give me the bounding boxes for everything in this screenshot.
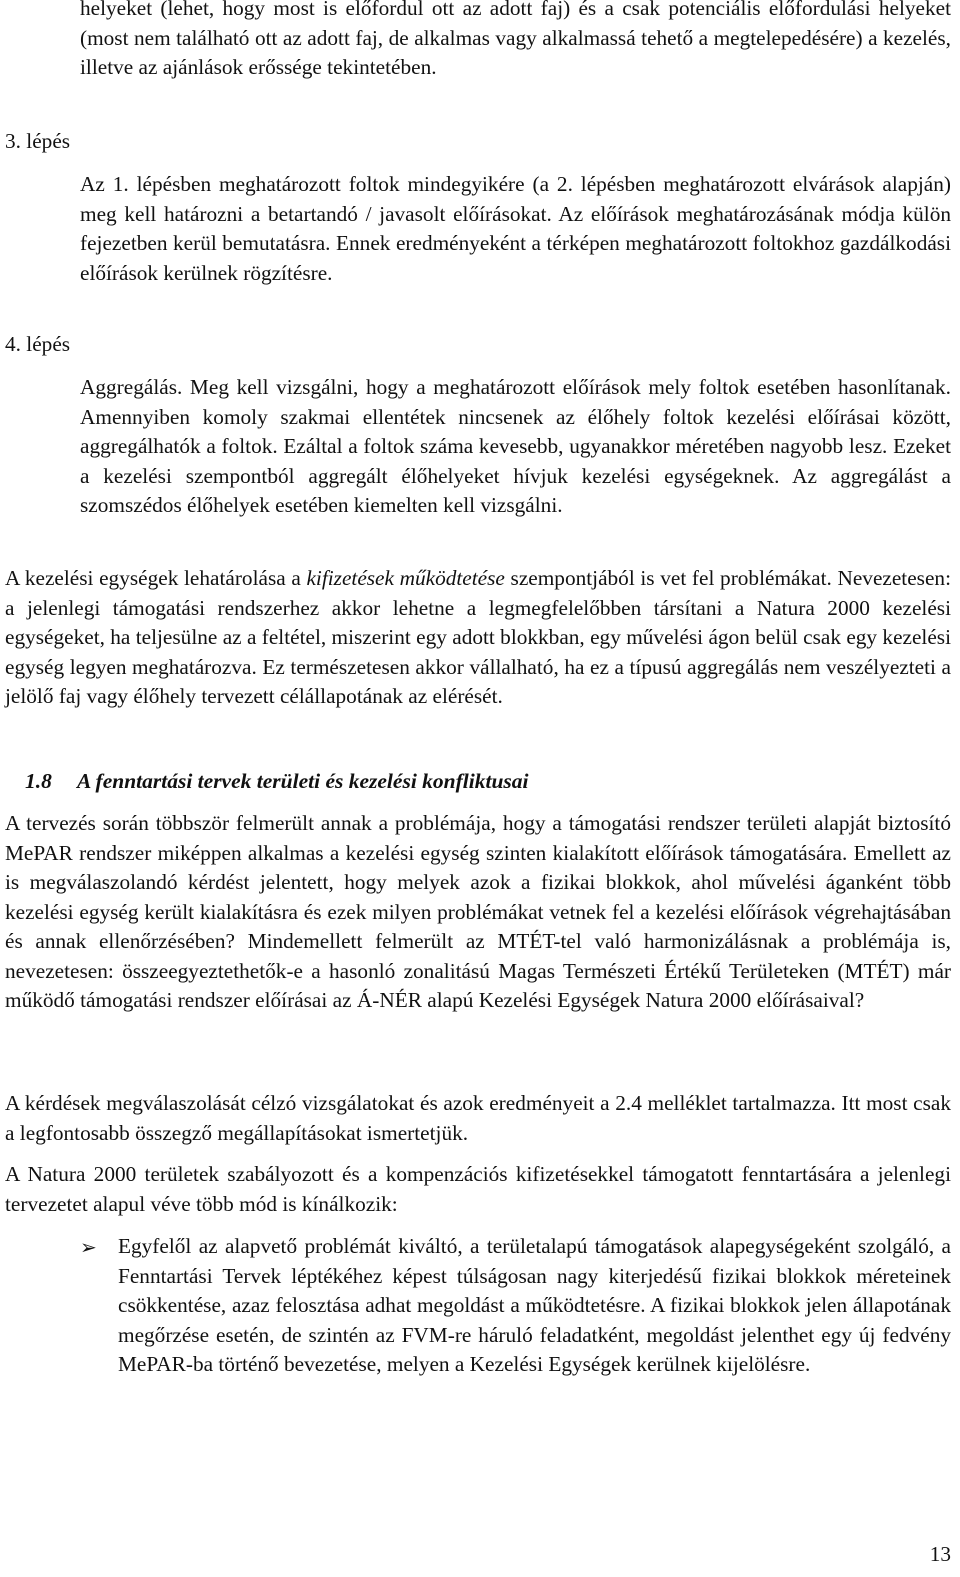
step-3-label: 3. lépés — [5, 129, 71, 153]
step-3-paragraph: Az 1. lépésben meghatározott foltok mindegyikére (a 2. lépésben meghatározott elvárások alapján) meg kell határozni a betartandó / javasolt előírásokat. Az előírások meghatározásának módja külön fejezetben kerül bemutatásra. Ennek eredményeként a térképen meghatározott foltokhoz gazdálkodási előírások kerülnek rögzítésre. — [80, 172, 951, 285]
paragraph-natura: A Natura 2000 területek szabályozott és a kompenzációs kifizetésekkel támogatott fenntartására a jelenlegi tervezetet alapul véve több mód is kínálkozik: — [5, 1162, 951, 1216]
section-title: A fenntartási tervek területi és kezelési konfliktusai — [77, 769, 529, 793]
step-4-label: 4. lépés — [5, 332, 71, 356]
arrowhead-bullet-icon: ➢ — [80, 1235, 97, 1259]
paragraph-continued: helyeket (lehet, hogy most is előfordul ott az adott faj) és a csak potenciális előfordulási helyeket (most nem található ott az adott faj, de alkalmas vagy alkalmassá tehető a megtelepedésére) a kezelés, illetve az ajánlások erőssége tekintetében. — [80, 0, 951, 79]
paragraph-kezelesi-after: szempontjából is vet fel problémákat. Nevezetesen: a jelenlegi támogatási rendszerhez akkor lehetne a legmegfelelőbben társítani a Natura 2000 kezelési egységeket, ha teljesülne az a feltétel, miszerint egy adott blokkban, egy művelési ágon belül csak egy kezelési egység legyen meghatározva. Ez természetesen akkor vállalható, ha ez a típusú aggregálás nem veszélyezteti a jelölő faj vagy élőhely tervezett célállapotának az elérését. — [5, 566, 951, 708]
paragraph-kezelesi-egysegek — [5, 564, 951, 712]
step-4-paragraph: Aggregálás. Meg kell vizsgálni, hogy a meghatározott előírások mely foltok esetében hasonlítanak. Amennyiben komoly szakmai ellentétek nincsenek az élőhely foltok kezelési előírásai között, aggregálhatók a foltok. Ezáltal a foltok száma kevesebb, ugyanakkor méretében nagyobb lesz. Ezeket a kezelési szempontból aggregált élőhelyeket hívjuk kezelési egységeknek. Az aggregálást a szomszédos élőhelyek esetében kiemelten kell vizsgálni. — [80, 375, 951, 517]
paragraph-kezelesi-italic: kifizetések működtetése — [306, 566, 505, 590]
section-heading — [25, 767, 529, 797]
page-number: 13 — [929, 1542, 951, 1566]
section-number: 1.8 — [25, 769, 52, 793]
paragraph-kezelesi-before: A kezelési egységek lehatárolása a — [5, 566, 307, 590]
bullet-text: Egyfelől az alapvető problémát kiváltó, a területalapú támogatások alapegységeként szolgáló, a Fenntartási Tervek léptékéhez képest túlságosan nagy kiterjedésű fizikai blokkok méreteinek csökkentése, azaz felosztása adhat megoldást a működtetésre. A fizikai blokkok jelen állapotának megőrzése esetén, de szintén az FVM-re háruló feladatként, megoldást jelenthet egy új fedvény MePAR-ba történő bevezetése, melyen a Kezelési Egységek kerülnek kijelölésre. — [118, 1234, 951, 1376]
paragraph-kerdesek: A kérdések megválaszolását célzó vizsgálatokat és azok eredményeit a 2.4 melléklet tartalmazza. Itt most csak a legfontosabb összegző megállapításokat ismertetjük. — [5, 1091, 951, 1145]
paragraph-tervezes: A tervezés során többször felmerült annak a problémája, hogy a támogatási rendszer területi alapját biztosító MePAR rendszer miképpen alkalmas a kezelési egység szinten kialakított előírások támogatására. Emellett az is megválaszolandó kérdést jelentett, hogy melyek azok a fizikai blokkok, ahol művelési áganként több kezelési egység került kialakításra és ezek milyen problémákat vetnek fel a kezelési előírások végrehajtásában és annak ellenőrzésében? Mindemellett felmerült az MTÉT-tel való harmonizálásnak a problémája is, nevezetesen: összeegyeztethetők-e a hasonló zonalitású Magas Természeti Értékű Területeken (MTÉT) már működő támogatási rendszer előírásai az Á-NÉR alapú Kezelési Egységek Natura 2000 előírásaival? — [5, 811, 951, 1012]
